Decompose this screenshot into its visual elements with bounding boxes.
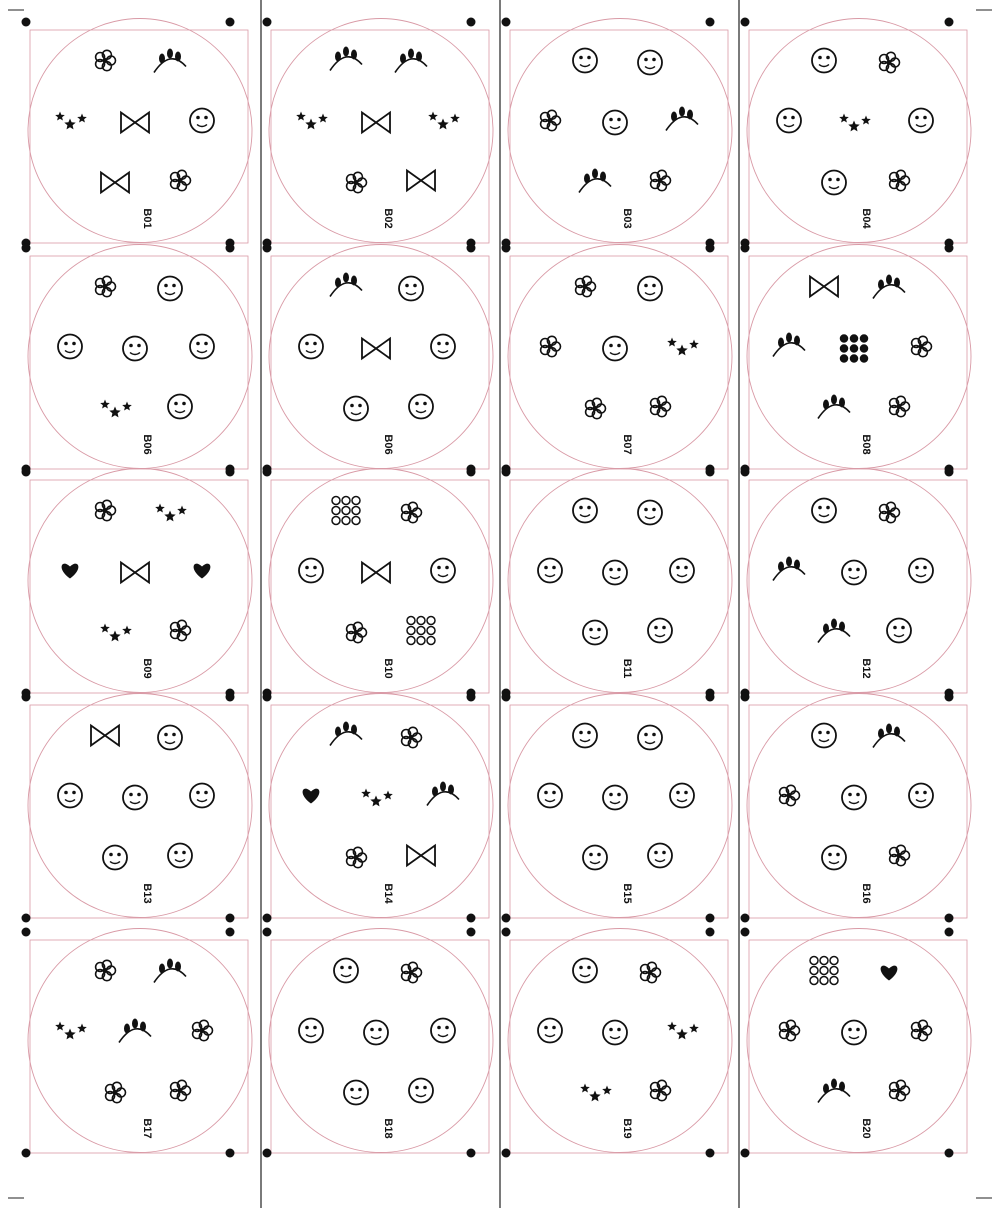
flower-icon (780, 1020, 800, 1040)
stamp-plate[interactable] (502, 693, 733, 923)
figure-icon (409, 1079, 433, 1103)
bow-icon (407, 846, 435, 866)
dots-icon (841, 335, 868, 362)
girl-icon (638, 726, 662, 750)
plate-label: B06 (141, 434, 153, 455)
registration-dot (263, 468, 272, 477)
plate-outline (747, 929, 971, 1153)
stars-icon (361, 789, 393, 807)
registration-dot (502, 244, 511, 253)
registration-dot (706, 914, 715, 923)
swirl-icon (909, 784, 933, 808)
plate-label: B07 (621, 434, 633, 455)
registration-dot (467, 914, 476, 923)
stamp-plate[interactable] (741, 18, 972, 248)
plate-outline (269, 469, 493, 693)
cat-icon (168, 395, 192, 419)
flowers-icon (890, 170, 910, 190)
butterfly-icon (121, 113, 149, 133)
plate-label: B08 (860, 434, 872, 455)
registration-dot (263, 244, 272, 253)
plate-outline (269, 19, 493, 243)
registration-dot (263, 18, 272, 27)
lace-icon (299, 559, 323, 583)
flowers-icon (347, 622, 367, 642)
registration-dot (467, 928, 476, 937)
registration-dot (502, 468, 511, 477)
stamp-plate[interactable] (741, 468, 972, 698)
plate-outline (508, 19, 732, 243)
leaf-icon (818, 395, 850, 419)
sign-icon (123, 786, 147, 810)
plate-label: B03 (621, 208, 633, 229)
snowflakes-icon (576, 276, 596, 296)
vine-icon (773, 557, 805, 581)
registration-dot (945, 914, 954, 923)
plate-label: B11 (621, 658, 633, 679)
animal-icon (670, 784, 694, 808)
dragon-icon (431, 1019, 455, 1043)
registration-dot (945, 468, 954, 477)
stamp-plate[interactable] (22, 18, 253, 248)
text-icon (583, 621, 607, 645)
figure-icon (777, 109, 801, 133)
registration-dot (945, 244, 954, 253)
stars-icon (667, 338, 699, 356)
plate-label: B12 (860, 658, 872, 679)
stamp-plate[interactable] (741, 928, 972, 1158)
vine-icon (330, 273, 362, 297)
stars-icon (296, 112, 328, 130)
crescent-icon (334, 959, 358, 983)
stars-icon (100, 400, 132, 418)
scorpion-icon (812, 49, 836, 73)
stamp-plate[interactable] (263, 928, 494, 1158)
dragonfly-icon (638, 277, 662, 301)
plate-outline (269, 245, 493, 469)
flower-icon (880, 52, 900, 72)
flower-icon (106, 1082, 126, 1102)
bow-icon (810, 277, 838, 297)
flowers-icon (541, 110, 561, 130)
plate-label: B16 (860, 883, 872, 904)
registration-dot (22, 1149, 31, 1158)
registration-dot (706, 928, 715, 937)
vine-icon (666, 107, 698, 131)
registration-dot (226, 693, 235, 702)
registration-dot (22, 693, 31, 702)
plate-label: B17 (141, 1118, 153, 1139)
heart-icon (881, 966, 898, 981)
leaf-icon (773, 333, 805, 357)
plate-label: B20 (860, 1118, 872, 1139)
registration-dot (741, 928, 750, 937)
heart-icon (303, 789, 320, 804)
ladybug-icon (648, 844, 672, 868)
stamp-plate[interactable] (263, 468, 494, 698)
flowers-icon (96, 276, 116, 296)
registration-dot (467, 1149, 476, 1158)
stars-icon (428, 112, 460, 130)
crescent-icon (638, 51, 662, 75)
registration-dot (226, 18, 235, 27)
registration-dot (226, 468, 235, 477)
flower-icon (586, 398, 606, 418)
registration-dot (945, 928, 954, 937)
vine-icon (395, 49, 427, 73)
registration-dot (226, 914, 235, 923)
stars-icon (55, 1022, 87, 1040)
text-icon (648, 619, 672, 643)
registration-dot (741, 468, 750, 477)
dolphin-icon (431, 335, 455, 359)
butterfly-icon (362, 113, 390, 133)
plate-outline (269, 929, 493, 1153)
flowers-icon (171, 170, 191, 190)
registration-dot (706, 18, 715, 27)
star-arc-icon (839, 114, 871, 132)
stars-icon (155, 504, 187, 522)
star-arc-icon (55, 112, 87, 130)
hand-icon (190, 335, 214, 359)
registration-dot (706, 468, 715, 477)
registration-dot (502, 693, 511, 702)
fish-icon (344, 397, 368, 421)
plate-outline (508, 929, 732, 1153)
vine-icon (330, 47, 362, 71)
border-icon (538, 1019, 562, 1043)
bow-icon (91, 726, 119, 746)
face-icon (909, 559, 933, 583)
stamp-plate[interactable] (502, 928, 733, 1158)
registration-dot (945, 693, 954, 702)
glyph-icon (842, 786, 866, 810)
bow-icon (101, 173, 129, 193)
flower-icon (880, 502, 900, 522)
snowflake-icon (193, 1020, 213, 1040)
puppy-icon (158, 277, 182, 301)
butterfly-icon (362, 339, 390, 359)
rose-icon (651, 170, 671, 190)
text-icon (670, 559, 694, 583)
shoe-icon (603, 1021, 627, 1045)
fish-icon (299, 335, 323, 359)
registration-dot (706, 1149, 715, 1158)
swirl-icon (812, 499, 836, 523)
stars-icon (100, 624, 132, 642)
plate-outline (508, 469, 732, 693)
flower-icon (780, 785, 800, 805)
stamp-plate[interactable] (22, 928, 253, 1158)
plate-label: B06 (382, 434, 394, 455)
fish-icon (399, 277, 423, 301)
text-icon (538, 559, 562, 583)
registration-dot (706, 693, 715, 702)
plate-outline (28, 469, 252, 693)
plate-outline (28, 694, 252, 918)
text-icon (603, 561, 627, 585)
fish-icon (409, 395, 433, 419)
plate-outline (28, 245, 252, 469)
plate-outline (508, 694, 732, 918)
flower-icon (641, 962, 661, 982)
figure-icon (909, 109, 933, 133)
stamp-plate[interactable] (263, 18, 494, 248)
flower-icon (890, 396, 910, 416)
registration-dot (502, 1149, 511, 1158)
plate-label: B09 (141, 658, 153, 679)
registration-dot (22, 244, 31, 253)
registration-dot (263, 693, 272, 702)
text-icon (573, 499, 597, 523)
flowers-icon (96, 500, 116, 520)
fan-icon (812, 724, 836, 748)
stamp-plate[interactable] (22, 244, 253, 474)
flowers-icon (347, 172, 367, 192)
cherries-icon (431, 559, 455, 583)
registration-dot (467, 468, 476, 477)
figure-icon (364, 1021, 388, 1045)
plate-label: B15 (621, 883, 633, 904)
vine-icon (818, 619, 850, 643)
flowers-icon (171, 1080, 191, 1100)
registration-dot (467, 18, 476, 27)
registration-dot (741, 18, 750, 27)
plate-label: B04 (860, 208, 872, 229)
registration-dot (741, 1149, 750, 1158)
bubbles-icon (332, 497, 360, 525)
registration-dot (263, 1149, 272, 1158)
flowers-icon (347, 847, 367, 867)
butterfly-icon (362, 563, 390, 583)
chick-icon (168, 844, 192, 868)
flowers-icon (402, 727, 422, 747)
vine-icon (873, 275, 905, 299)
figure-icon (158, 726, 182, 750)
bunny-icon (123, 337, 147, 361)
vine-icon (873, 724, 905, 748)
plate-label: B01 (141, 208, 153, 229)
registration-dot (467, 244, 476, 253)
crown-icon (190, 109, 214, 133)
plate-label: B10 (382, 658, 394, 679)
stars-icon (580, 1084, 612, 1102)
bubbles-icon (810, 957, 838, 985)
knot-icon (344, 1081, 368, 1105)
tassels-icon (573, 49, 597, 73)
rose-icon (96, 50, 116, 70)
vine-icon (154, 49, 186, 73)
flowers-icon (890, 1080, 910, 1100)
hearts-icon (194, 564, 211, 579)
stamp-plate[interactable] (741, 244, 972, 474)
registration-dot (22, 928, 31, 937)
stamp-plate[interactable] (741, 693, 972, 923)
registration-dot (22, 468, 31, 477)
registration-dot (706, 244, 715, 253)
sign-icon (190, 784, 214, 808)
registration-dot (467, 693, 476, 702)
flower-icon (651, 396, 671, 416)
registration-dot (945, 1149, 954, 1158)
registration-dot (226, 244, 235, 253)
registration-dot (226, 928, 235, 937)
stamp-plate[interactable] (502, 18, 733, 248)
plate-outline (508, 245, 732, 469)
vine-icon (818, 1079, 850, 1103)
figure-icon (842, 1021, 866, 1045)
stamp-plate[interactable] (263, 693, 494, 923)
flower-icon (912, 336, 932, 356)
registration-dot (945, 18, 954, 27)
registration-dot (226, 1149, 235, 1158)
face-icon (299, 1019, 323, 1043)
leaf-icon (119, 1019, 151, 1043)
plate-outline (269, 694, 493, 918)
registration-dot (741, 693, 750, 702)
text-icon (638, 501, 662, 525)
bow-icon (121, 563, 149, 583)
duck-icon (58, 784, 82, 808)
stamp-plate[interactable] (22, 468, 253, 698)
leaves-icon (330, 722, 362, 746)
stamp-plate[interactable] (263, 244, 494, 474)
plate-outline (28, 19, 252, 243)
registration-dot (263, 914, 272, 923)
hearts-icon (62, 564, 79, 579)
knot-icon (887, 619, 911, 643)
registration-dot (502, 18, 511, 27)
registration-dot (502, 928, 511, 937)
plate-outline (747, 19, 971, 243)
registration-dot (263, 928, 272, 937)
animal-icon (822, 171, 846, 195)
stamp-plate[interactable] (502, 244, 733, 474)
butterfly-icon (407, 171, 435, 191)
plate-outline (747, 245, 971, 469)
stamp-plate[interactable] (502, 468, 733, 698)
vine-icon (427, 782, 459, 806)
registration-dot (22, 914, 31, 923)
flowers-icon (651, 1080, 671, 1100)
glyph-icon (603, 111, 627, 135)
flowers-icon (541, 336, 561, 356)
swirls-icon (573, 959, 597, 983)
vine-icon (154, 959, 186, 983)
plate-label: B19 (621, 1118, 633, 1139)
plate-label: B02 (382, 208, 394, 229)
girl-icon (538, 784, 562, 808)
feather-icon (579, 169, 611, 193)
registration-dot (741, 244, 750, 253)
flowers-icon (96, 960, 116, 980)
flower-icon (402, 502, 422, 522)
plate-outline (28, 929, 252, 1153)
plate-label: B13 (141, 883, 153, 904)
spider-icon (103, 846, 127, 870)
rabbit-icon (603, 786, 627, 810)
lips-icon (842, 561, 866, 585)
tassels-icon (603, 337, 627, 361)
bee-icon (573, 724, 597, 748)
plate-grid (22, 18, 972, 1158)
plate-outline (747, 694, 971, 918)
registration-dot (502, 914, 511, 923)
plate-outline (747, 469, 971, 693)
plate-label: B18 (382, 1118, 394, 1139)
stars-icon (667, 1022, 699, 1040)
stamp-plate[interactable] (22, 693, 253, 923)
buttons-icon (407, 617, 435, 645)
flower-icon (171, 620, 191, 640)
pig-icon (583, 846, 607, 870)
flowers-icon (912, 1020, 932, 1040)
fireworks-icon (822, 846, 846, 870)
cup-icon (58, 335, 82, 359)
flowers-icon (890, 845, 910, 865)
plate-label: B14 (382, 883, 394, 904)
flowers-icon (402, 962, 422, 982)
registration-dot (22, 18, 31, 27)
registration-dot (741, 914, 750, 923)
